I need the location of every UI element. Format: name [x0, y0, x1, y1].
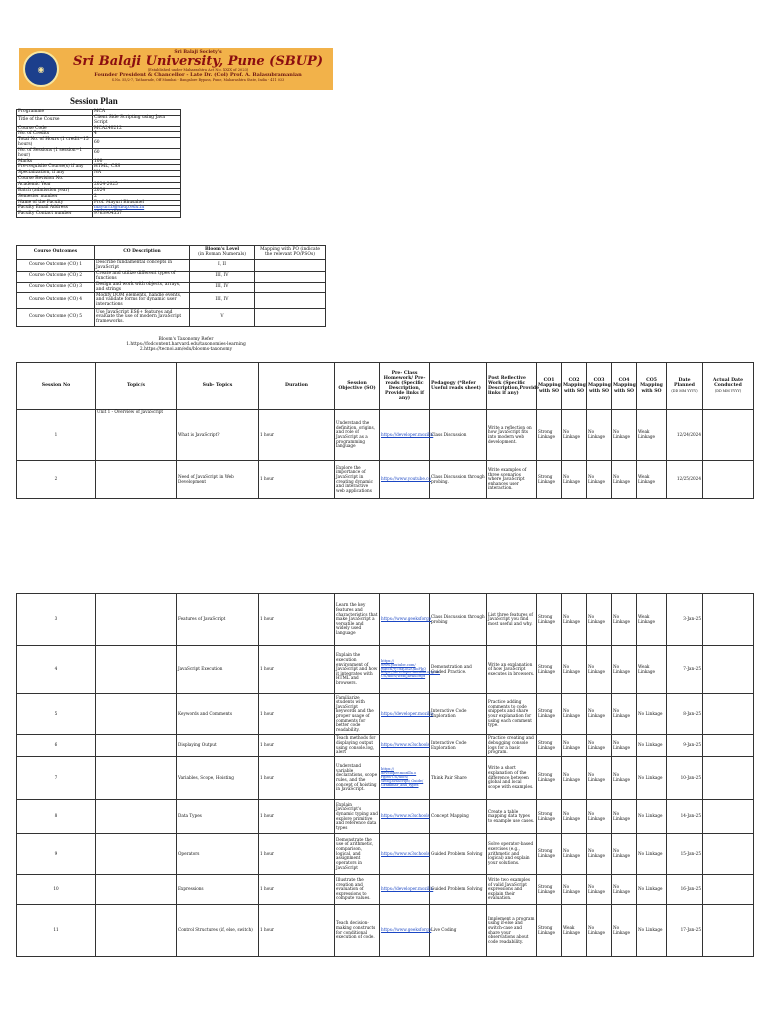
session-subtopic: JavaScript Execution [177, 646, 259, 694]
session-row [17, 834, 754, 875]
society-name: Sri Balaji Society's [174, 50, 222, 55]
co-po-mapping [255, 272, 326, 283]
date-planned: 7-Jan-25 [667, 646, 703, 694]
session-objective: Explain the execution environment of JavaScript and how it integrates with HTML and browsers. [335, 646, 380, 694]
session-preread-link[interactable]: https://www.w3schools [380, 735, 430, 757]
hdr-topic: Topic/s [96, 363, 177, 410]
hdr-post: Post Reflective Work (Specific Description,Provide links if any) [487, 363, 537, 410]
co3-mapping: No Linkage [587, 461, 612, 499]
session-duration: 1 hour [259, 757, 335, 800]
co-description: Design and work with objects, arrays, and strings [95, 282, 190, 293]
session-topic [96, 834, 177, 875]
session-subtopic: What is JavaScript? [177, 410, 259, 461]
co-outcome: Course Outcome (CO) 1 [17, 260, 95, 272]
co5-mapping: Weak Linkage [637, 594, 667, 646]
session-number: 8 [17, 800, 96, 834]
session-subtopic: Features of JavaScript [177, 594, 259, 646]
info-value: 9763904557 [93, 212, 181, 218]
co4-mapping: No Linkage [612, 594, 637, 646]
session-post-work: Implement a program using if-else and switch-case and share your observations about code readability. [487, 905, 537, 957]
session-post-work: Practice adding comments to code snippets and share your explanation for using each comment type. [487, 694, 537, 735]
session-table-page2 [16, 593, 754, 957]
session-pedagogy: Interactive Code Exploration [430, 694, 487, 735]
date-conducted [703, 800, 754, 834]
session-post-work: Solve operator-based exercises (e.g., arithmetic and logical) and explain your solutions. [487, 834, 537, 875]
session-subtopic: Operators [177, 834, 259, 875]
session-post-work: List three features of JavaScript you find most useful and why. [487, 594, 537, 646]
session-subtopic: Control Structures (if, else, switch) [177, 905, 259, 957]
date-conducted [703, 646, 754, 694]
hdr-pedagogy: Pedagogy (*Refer Useful reads sheet) [430, 363, 487, 410]
session-post-work: Write two examples of valid JavaScript expressions and explain their evaluation. [487, 875, 537, 905]
session-duration: 1 hour [259, 694, 335, 735]
session-preread-link[interactable]: https://www.w3schools [380, 800, 430, 834]
co-description: Modify DOM elements, handle events, and validate forms for dynamic user interactions [95, 293, 190, 309]
page-title: Session Plan [70, 96, 118, 106]
co3-mapping: No Linkage [587, 757, 612, 800]
info-row [17, 148, 181, 159]
info-value: NA [93, 171, 181, 177]
session-objective: Learn the key features and characteristics that make JavaScript a versatile and widely used language [335, 594, 380, 646]
co5-mapping: No Linkage [637, 735, 667, 757]
info-value: 2 [93, 194, 181, 200]
conducted-label: Actual Date Conducted [712, 378, 744, 389]
co4-mapping: No Linkage [612, 757, 637, 800]
co2-mapping: No Linkage [562, 646, 587, 694]
info-value: 4 [93, 132, 181, 138]
session-row [17, 800, 754, 834]
co5-mapping: No Linkage [637, 757, 667, 800]
co3-mapping: No Linkage [587, 800, 612, 834]
info-key: No. of Credits [17, 132, 93, 138]
founder-line: Founder President & Chancellor - Late Dr. (Col) Prof. A. Balasubramanian [94, 72, 302, 78]
co5-mapping: Weak Linkage [637, 461, 667, 499]
info-key: Pre-requisite Course(s) if any [17, 165, 93, 171]
co-outcome: Course Outcome (CO) 3 [17, 282, 95, 293]
co1-mapping: Strong Linkage [537, 875, 562, 905]
co-po-mapping [255, 293, 326, 309]
co4-mapping: No Linkage [612, 735, 637, 757]
session-number: 4 [17, 646, 96, 694]
co1-mapping: Strong Linkage [537, 834, 562, 875]
session-duration: 1 hour [259, 875, 335, 905]
session-post-work: Write a short explanation of the difference between global and local scope with examples. [487, 757, 537, 800]
co-bloom-level: III, IV [190, 282, 255, 293]
session-preread-link[interactable]: https://www.w3schools [380, 834, 430, 875]
co-description: Describe fundamental concepts in JavaScript [95, 260, 190, 272]
session-row [17, 646, 754, 694]
info-row [17, 115, 181, 126]
info-value: Prof. Mayuri Bhusahel [93, 200, 181, 206]
session-topic [96, 735, 177, 757]
bloom-sub: (in Roman Numerals) [198, 251, 246, 257]
co3-mapping: No Linkage [587, 735, 612, 757]
session-objective: Familiarize students with JavaScript keywords and the proper usage of comments for better code readability. [335, 694, 380, 735]
co2-mapping: No Linkage [562, 875, 587, 905]
date-conducted [703, 594, 754, 646]
session-number: 2 [17, 461, 96, 499]
info-value[interactable]: mayuri.b@sbup.edu.in [93, 206, 181, 212]
session-preread-link[interactable]: https://www.geeksforge [380, 905, 430, 957]
session-objective: Illustrate the creation and evaluation of expressions to compute values. [335, 875, 380, 905]
date-planned: 14-Jan-25 [667, 800, 703, 834]
unit-title: Unit 1 - Overview of JavaScript [97, 409, 164, 414]
session-table-page1 [16, 362, 754, 499]
session-topic [96, 694, 177, 735]
session-number: 11 [17, 905, 96, 957]
session-objective: Understand the definition, origins, and role of JavaScript as a programming language [335, 410, 380, 461]
hdr-co1: CO1 Mapping with SO [537, 363, 562, 410]
session-topic [96, 461, 177, 499]
co5-mapping: No Linkage [637, 905, 667, 957]
co-outcome: Course Outcome (CO) 5 [17, 309, 95, 327]
info-value: HTML, CSS [93, 165, 181, 171]
info-value: MCA240212 [93, 126, 181, 132]
co3-mapping: No Linkage [587, 875, 612, 905]
info-key: Total No. of Hours (1 credit=15 hours) [17, 138, 93, 149]
co-header-desc: CO Description [95, 246, 190, 260]
session-row [17, 461, 754, 499]
session-subtopic: Need of JavaScript in Web Development [177, 461, 259, 499]
session-pedagogy: Interactive Code Exploration [430, 735, 487, 757]
co5-mapping: No Linkage [637, 875, 667, 905]
info-key: Batch (admission year) [17, 188, 93, 194]
co4-mapping: No Linkage [612, 694, 637, 735]
info-key: Faculty Contact number [17, 212, 93, 218]
session-row [17, 410, 754, 461]
info-value: Client Side Scripting using Java Script [93, 115, 181, 126]
co-bloom-level: III, IV [190, 272, 255, 283]
blooms-reference-line: Bloom's Taxonomy Refer [158, 337, 214, 342]
session-topic [96, 905, 177, 957]
session-subtopic: Keywords and Comments [177, 694, 259, 735]
co2-mapping: Weak Linkage [562, 905, 587, 957]
info-value: MCA [93, 110, 181, 116]
info-key: Programme [17, 110, 93, 116]
hdr-subtopics: Sub- Topics [177, 363, 259, 410]
date-planned: 10-Jan-25 [667, 757, 703, 800]
co-description: Create and utilize different types of functions [95, 272, 190, 283]
university-banner [19, 48, 333, 90]
session-objective: Teach methods for displaying output using console.log, alert [335, 735, 380, 757]
co3-mapping: No Linkage [587, 905, 612, 957]
planned-label: Date Planned [674, 378, 695, 389]
session-duration: 1 hour [259, 905, 335, 957]
session-pedagogy: Guided Problem Solving [430, 834, 487, 875]
co2-mapping: No Linkage [562, 694, 587, 735]
co4-mapping: No Linkage [612, 800, 637, 834]
session-objective: Demonstrate the use of arithmetic, comparison, logical, and assignment operators in JavaScript [335, 834, 380, 875]
co4-mapping: No Linkage [612, 834, 637, 875]
co2-mapping: No Linkage [562, 410, 587, 461]
session-post-work: Create a table mapping data types to example use cases. [487, 800, 537, 834]
co2-mapping: No Linkage [562, 834, 587, 875]
date-planned: 8-Jan-25 [667, 694, 703, 735]
session-subtopic: Variables, Scope, Hoisting [177, 757, 259, 800]
session-preread-link[interactable]: https:// developer.mozilla.o rg/en-US/docs/ Web/JavaScript/ Guide/ Grammar_and_types [380, 757, 430, 800]
session-duration: 1 hour [259, 594, 335, 646]
date-conducted [703, 735, 754, 757]
info-value: 2024-2025 [93, 182, 181, 188]
co2-mapping: No Linkage [562, 800, 587, 834]
co4-mapping: No Linkage [612, 461, 637, 499]
hdr-session-no: Session No [17, 363, 96, 410]
info-key: Faculty Email Address [17, 206, 93, 212]
co5-mapping: No Linkage [637, 694, 667, 735]
session-number: 1 [17, 410, 96, 461]
date-planned: 12/24/2024 [667, 410, 703, 461]
session-duration: 1 hour [259, 461, 335, 499]
date-planned: 3-Jan-25 [667, 594, 703, 646]
info-key: Title of the Course [17, 115, 93, 126]
session-pedagogy: Guided Problem Solving [430, 875, 487, 905]
hdr-co3: CO3 Mapping with SO [587, 363, 612, 410]
co-row [17, 272, 326, 283]
co-header-mapping: Mapping with PO (indicate the relevant PO/PSOs) [255, 246, 326, 260]
co1-mapping: Strong Linkage [537, 735, 562, 757]
co3-mapping: No Linkage [587, 410, 612, 461]
session-pedagogy: Demonstration and Guided Practice. [430, 646, 487, 694]
info-key: Course Revision No. [17, 177, 93, 183]
info-row [17, 138, 181, 149]
co1-mapping: Strong Linkage [537, 800, 562, 834]
session-post-work: Write an explanation of how JavaScript executes in browsers. [487, 646, 537, 694]
session-preread-link[interactable]: https://developer.mozilla [380, 694, 430, 735]
session-subtopic: Displaying Output [177, 735, 259, 757]
co3-mapping: No Linkage [587, 594, 612, 646]
co5-mapping: Weak Linkage [637, 646, 667, 694]
co4-mapping: No Linkage [612, 875, 637, 905]
date-conducted [703, 757, 754, 800]
co2-mapping: No Linkage [562, 735, 587, 757]
info-row [17, 212, 181, 218]
university-name: Sri Balaji University, Pune (SBUP) [73, 54, 323, 69]
hdr-date-planned [667, 363, 703, 410]
blooms-reference-line: 1.https://fodcontent.harvard.edu/taxonomies-learning [126, 342, 246, 347]
co1-mapping: Strong Linkage [537, 905, 562, 957]
session-post-work: Write examples of three scenarios where JavaScript enhances user interaction. [487, 461, 537, 499]
info-key: Marks [17, 159, 93, 165]
date-conducted [703, 834, 754, 875]
session-number: 7 [17, 757, 96, 800]
date-planned: 17-Jan-25 [667, 905, 703, 957]
date-conducted [703, 905, 754, 957]
hdr-duration: Duration [259, 363, 335, 410]
co4-mapping: No Linkage [612, 905, 637, 957]
planned-fmt: (DD MM YYYY) [671, 388, 698, 393]
co5-mapping: No Linkage [637, 834, 667, 875]
co4-mapping: No Linkage [612, 410, 637, 461]
date-conducted [703, 461, 754, 499]
date-planned: 16-Jan-25 [667, 875, 703, 905]
session-post-work: Practice creating and debugging console logs for a basic program. [487, 735, 537, 757]
co1-mapping: Strong Linkage [537, 757, 562, 800]
co1-mapping: Strong Linkage [537, 694, 562, 735]
info-key: Specialization, if any [17, 171, 93, 177]
date-planned: 9-Jan-25 [667, 735, 703, 757]
session-preread-link[interactable]: https:// www.youtube.com/ watch?v=8aGhZQkoFbQ https://developer.mozilla.org/en-US/docs/Web/JavaScript [380, 646, 430, 694]
date-conducted [703, 410, 754, 461]
session-preread-link[interactable]: https://developer.mozilla [380, 875, 430, 905]
hdr-objective: Session Objective (SO) [335, 363, 380, 410]
session-pedagogy: Class Discussion through probing [430, 594, 487, 646]
session-row [17, 905, 754, 957]
hdr-preclass: Pre- Class Homework/ Pre-reads (Specific Description, Provide links if any) [380, 363, 430, 410]
info-value: 60 [93, 148, 181, 159]
info-value: 2024 [93, 188, 181, 194]
session-row [17, 594, 754, 646]
co-row [17, 293, 326, 309]
session-number: 10 [17, 875, 96, 905]
session-pedagogy: Concept Mapping [430, 800, 487, 834]
session-subtopic: Expressions [177, 875, 259, 905]
co-po-mapping [255, 282, 326, 293]
session-number: 9 [17, 834, 96, 875]
info-key: Semester number [17, 194, 93, 200]
co1-mapping: Strong Linkage [537, 461, 562, 499]
session-objective: Explore the importance of JavaScript in creating dynamic and interactive web applications [335, 461, 380, 499]
co-bloom-level: III, IV [190, 293, 255, 309]
session-number: 5 [17, 694, 96, 735]
info-key: Name of the Faculty [17, 200, 93, 206]
session-duration: 1 hour [259, 834, 335, 875]
date-planned: 12/25/2024 [667, 461, 703, 499]
session-pedagogy: Live Coding [430, 905, 487, 957]
session-number: 3 [17, 594, 96, 646]
co-outcome: Course Outcome (CO) 2 [17, 272, 95, 283]
co-description: Use JavaScript ES6+ features and evaluate the use of modern JavaScript frameworks. [95, 309, 190, 327]
session-preread-link[interactable]: https://www.geeksforge [380, 594, 430, 646]
session-number: 6 [17, 735, 96, 757]
co-po-mapping [255, 309, 326, 327]
established-note: (Established under Maharashtra Act No. XXIX of 2023) [147, 68, 249, 72]
co-bloom-level: I, II [190, 260, 255, 272]
co1-mapping: Strong Linkage [537, 646, 562, 694]
session-duration: 1 hour [259, 410, 335, 461]
date-planned: 15-Jan-25 [667, 834, 703, 875]
session-objective: Explain JavaScript's dynamic typing and explore primitive and reference data types [335, 800, 380, 834]
session-preread-link[interactable]: https://developer.mozilla [380, 410, 430, 461]
info-value: 100 [93, 159, 181, 165]
co3-mapping: No Linkage [587, 694, 612, 735]
session-pedagogy: Class Discussion through probing. [430, 461, 487, 499]
conducted-fmt: (DD MM YYYY) [714, 388, 742, 393]
co1-mapping: Strong Linkage [537, 594, 562, 646]
hdr-co5: CO5 Mapping with SO [637, 363, 667, 410]
co-outcome: Course Outcome (CO) 4 [17, 293, 95, 309]
session-objective: Understand variable declarations, scope rules, and the concept of hoisting in JavaScript. [335, 757, 380, 800]
session-topic [96, 800, 177, 834]
course-outcomes-table [16, 245, 326, 327]
session-subtopic: Data Types [177, 800, 259, 834]
university-seal-icon: ◉ [23, 51, 59, 87]
date-conducted [703, 875, 754, 905]
session-preread-link[interactable]: https://www.youtube.co [380, 461, 430, 499]
co3-mapping: No Linkage [587, 834, 612, 875]
session-topic [96, 646, 177, 694]
info-key: No. of Sessions (1 session=1 hour) [17, 148, 93, 159]
session-topic [96, 875, 177, 905]
hdr-co4: CO4 Mapping with SO [612, 363, 637, 410]
hdr-date-conducted [703, 363, 754, 410]
co1-mapping: Strong Linkage [537, 410, 562, 461]
co5-mapping: No Linkage [637, 800, 667, 834]
session-row [17, 694, 754, 735]
session-topic [96, 410, 177, 461]
co-bloom-level: V [190, 309, 255, 327]
session-row [17, 757, 754, 800]
co-header-outcome: Course Outcomes [17, 246, 95, 260]
date-conducted [703, 694, 754, 735]
info-value: 60 [93, 138, 181, 149]
address-line: S.No. 55/2-7, Tathawade, Off Mumbai - Bangalore Bypass, Pune, Maharashtra State, India - 411 033 [111, 78, 285, 82]
session-pedagogy: Class Discussion [430, 410, 487, 461]
session-objective: Teach decision-making constructs for conditional execution of code. [335, 905, 380, 957]
info-key: Academic Year [17, 182, 93, 188]
co2-mapping: No Linkage [562, 594, 587, 646]
bloom-label: Bloom's Level [204, 246, 240, 252]
session-duration: 1 hour [259, 735, 335, 757]
co2-mapping: No Linkage [562, 461, 587, 499]
co5-mapping: Weak Linkage [637, 410, 667, 461]
co2-mapping: No Linkage [562, 757, 587, 800]
session-row [17, 735, 754, 757]
session-duration: 1 hour [259, 800, 335, 834]
co-header-bloom [190, 246, 255, 260]
session-post-work: Write a reflection on how JavaScript fits into modern web development. [487, 410, 537, 461]
session-topic [96, 594, 177, 646]
co-row [17, 309, 326, 327]
co3-mapping: No Linkage [587, 646, 612, 694]
session-topic [96, 757, 177, 800]
course-info-table [16, 109, 181, 218]
co-row [17, 282, 326, 293]
info-key: Course Code [17, 126, 93, 132]
session-duration: 1 hour [259, 646, 335, 694]
co-row [17, 260, 326, 272]
co4-mapping: No Linkage [612, 646, 637, 694]
session-row [17, 875, 754, 905]
blooms-references [96, 337, 276, 352]
blooms-reference-line: 2.https://tecnoi.am/edu/blooms-taxonomy [139, 347, 233, 352]
hdr-co2: CO2 Mapping with SO [562, 363, 587, 410]
session-pedagogy: Think Pair Share [430, 757, 487, 800]
co-po-mapping [255, 260, 326, 272]
